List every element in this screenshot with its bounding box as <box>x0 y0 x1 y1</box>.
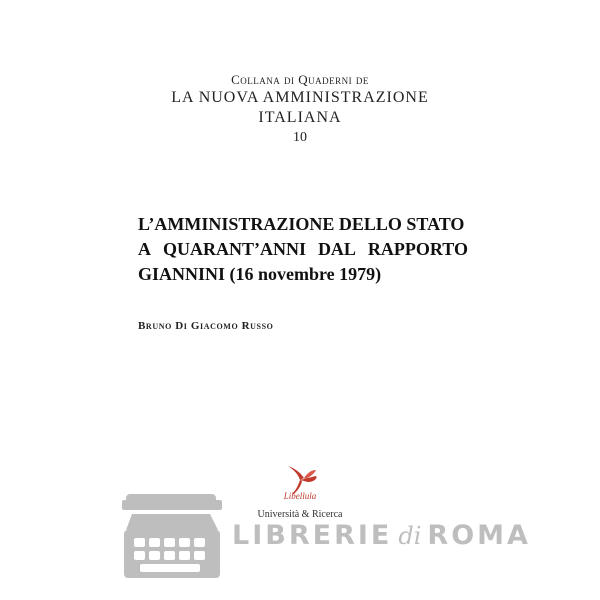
typewriter-icon <box>118 490 226 582</box>
title-line-2 <box>138 237 468 262</box>
title-word: QUARANT’ANNI <box>162 239 306 259</box>
series-label: Collana di Quaderni de <box>231 72 369 87</box>
title-word: A <box>138 239 151 259</box>
series-title-line1: LA NUOVA AMMINISTRAZIONE <box>171 89 429 106</box>
series-header <box>0 72 600 148</box>
title-word: DAL <box>317 239 356 259</box>
book-title <box>138 212 468 287</box>
title-line-3: GIANNINI (16 novembre 1979) <box>138 264 382 284</box>
publisher-name: Libellula <box>283 491 317 501</box>
series-title-line2: ITALIANA <box>258 109 342 126</box>
title-word: RAPPORTO <box>367 239 468 259</box>
watermark-word-3: ROMA <box>427 520 531 551</box>
watermark-word-2: di <box>398 522 422 550</box>
watermark-text <box>232 520 531 551</box>
watermark-word-1: LIBRERIE <box>232 520 393 551</box>
series-number: 10 <box>293 130 307 145</box>
publisher-subline: Università & Ricerca <box>257 509 343 520</box>
author-name: Bruno Di Giacomo Russo <box>138 320 274 332</box>
watermark <box>118 490 531 582</box>
title-line-1: L’AMMINISTRAZIONE DELLO STATO <box>138 214 465 234</box>
